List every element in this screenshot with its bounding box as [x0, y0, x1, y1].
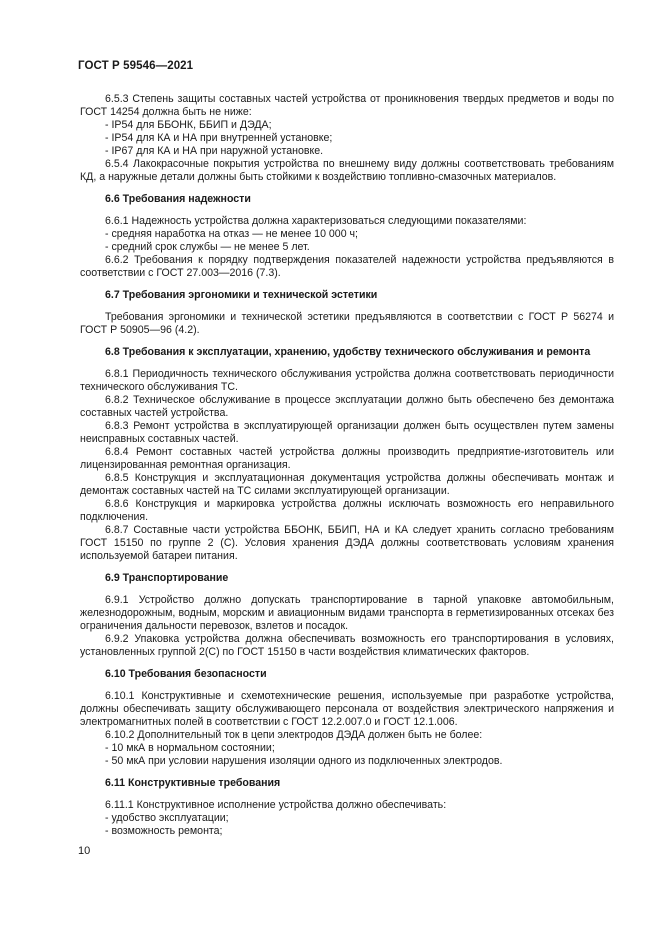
paragraph: 6.9.1 Устройство должно допускать транспортирование в тарной упаковке автомобильным, железнодорожным, водным, морским и авиационным видами транспорта в герметизированных отсеках без ограничения дальности перевозок, взлетов и посадок. — [80, 594, 614, 632]
section-heading: 6.7 Требования эргономики и технической эстетики — [105, 289, 378, 301]
list-item: - IP54 для КА и НА при внутренней установке; — [105, 132, 333, 144]
list-item: - 50 мкА при условии нарушения изоляции одного из подключенных электродов. — [105, 755, 503, 767]
paragraph: 6.8.6 Конструкция и маркировка устройства должны исключать возможность его неправильного подключения. — [80, 498, 614, 523]
paragraph: 6.6.2 Требования к порядку подтверждения показателей надежности устройства предъявляются в соответствии с ГОСТ 27.003—2016 (7.3). — [80, 254, 614, 279]
section-heading: 6.8 Требования к эксплуатации, хранению, удобству технического обслуживания и ремонта — [105, 346, 591, 358]
paragraph: 6.8.1 Периодичность технического обслуживания устройства должна соответствовать периодичности технического обслуживания ТС. — [80, 368, 614, 393]
paragraph: Требования эргономики и технической эстетики предъявляются в соответствии с ГОСТ Р 56274 и ГОСТ Р 50905—96 (4.2). — [80, 311, 614, 336]
paragraph: 6.5.4 Лакокрасочные покрытия устройства по внешнему виду должны соответствовать требованиям КД, а наружные детали должны быть стойкими к воздействию топливно-смазочных материалов. — [80, 158, 614, 183]
paragraph: 6.8.4 Ремонт составных частей устройства должны производить предприятие-изготовитель или лицензированная ремонтная организация. — [80, 446, 614, 471]
paragraph: 6.11.1 Конструктивное исполнение устройства должно обеспечивать: — [105, 799, 447, 811]
list-item: - средняя наработка на отказ — не менее 10 000 ч; — [105, 228, 358, 240]
paragraph: 6.9.2 Упаковка устройства должна обеспечивать возможность его транспортирования в условиях, установленных группой 2(С) по ГОСТ 15150 в части воздействия климатических факторов. — [80, 633, 614, 658]
paragraph: 6.8.5 Конструкция и эксплуатационная документация устройства должны обеспечивать монтаж и демонтаж составных частей на ТС силами эксплуатирующей организации. — [80, 472, 614, 497]
section-heading: 6.9 Транспортирование — [105, 572, 229, 584]
list-item: - IP67 для КА и НА при наружной установке. — [105, 145, 324, 157]
document-title: ГОСТ Р 59546—2021 — [78, 60, 194, 72]
paragraph: 6.8.7 Составные части устройства ББОНК, ББИП, НА и КА следует хранить согласно требованиям ГОСТ 15150 по группе 2 (С). Условия хранения ДЭДА должны соответствовать условиям хранения используемой батареи питания. — [80, 524, 614, 562]
paragraph: 6.5.3 Степень защиты составных частей устройства от проникновения твердых предметов и воды по ГОСТ 14254 должна быть не ниже: — [80, 93, 614, 118]
paragraph: 6.8.3 Ремонт устройства в эксплуатирующей организации должен быть осуществлен путем замены неисправных составных частей. — [80, 420, 614, 445]
list-item: - средний срок службы — не менее 5 лет. — [105, 241, 310, 253]
section-heading: 6.11 Конструктивные требования — [105, 777, 281, 789]
paragraph: 6.6.1 Надежность устройства должна характеризоваться следующими показателями: — [105, 215, 527, 227]
list-item: - удобство эксплуатации; — [105, 812, 229, 824]
section-heading: 6.10 Требования безопасности — [105, 668, 267, 680]
document-body — [80, 93, 614, 838]
list-item: - возможность ремонта; — [105, 825, 223, 837]
paragraph: 6.10.1 Конструктивные и схемотехнические решения, используемые при разработке устройства, должны обеспечивать защиту обслуживающего персонала от воздействия электрического напряжения и электромагнитных полей в соответствии с ГОСТ 12.2.007.0 и ГОСТ 12.1.006. — [80, 690, 614, 728]
paragraph: 6.8.2 Техническое обслуживание в процессе эксплуатации должно быть обеспечено без демонтажа составных частей устройства. — [80, 394, 614, 419]
list-item: - 10 мкА в нормальном состоянии; — [105, 742, 275, 754]
section-heading: 6.6 Требования надежности — [105, 193, 251, 205]
page-number: 10 — [78, 845, 91, 857]
paragraph: 6.10.2 Дополнительный ток в цепи электродов ДЭДА должен быть не более: — [105, 729, 483, 741]
list-item: - IP54 для ББОНК, ББИП и ДЭДА; — [105, 119, 272, 131]
